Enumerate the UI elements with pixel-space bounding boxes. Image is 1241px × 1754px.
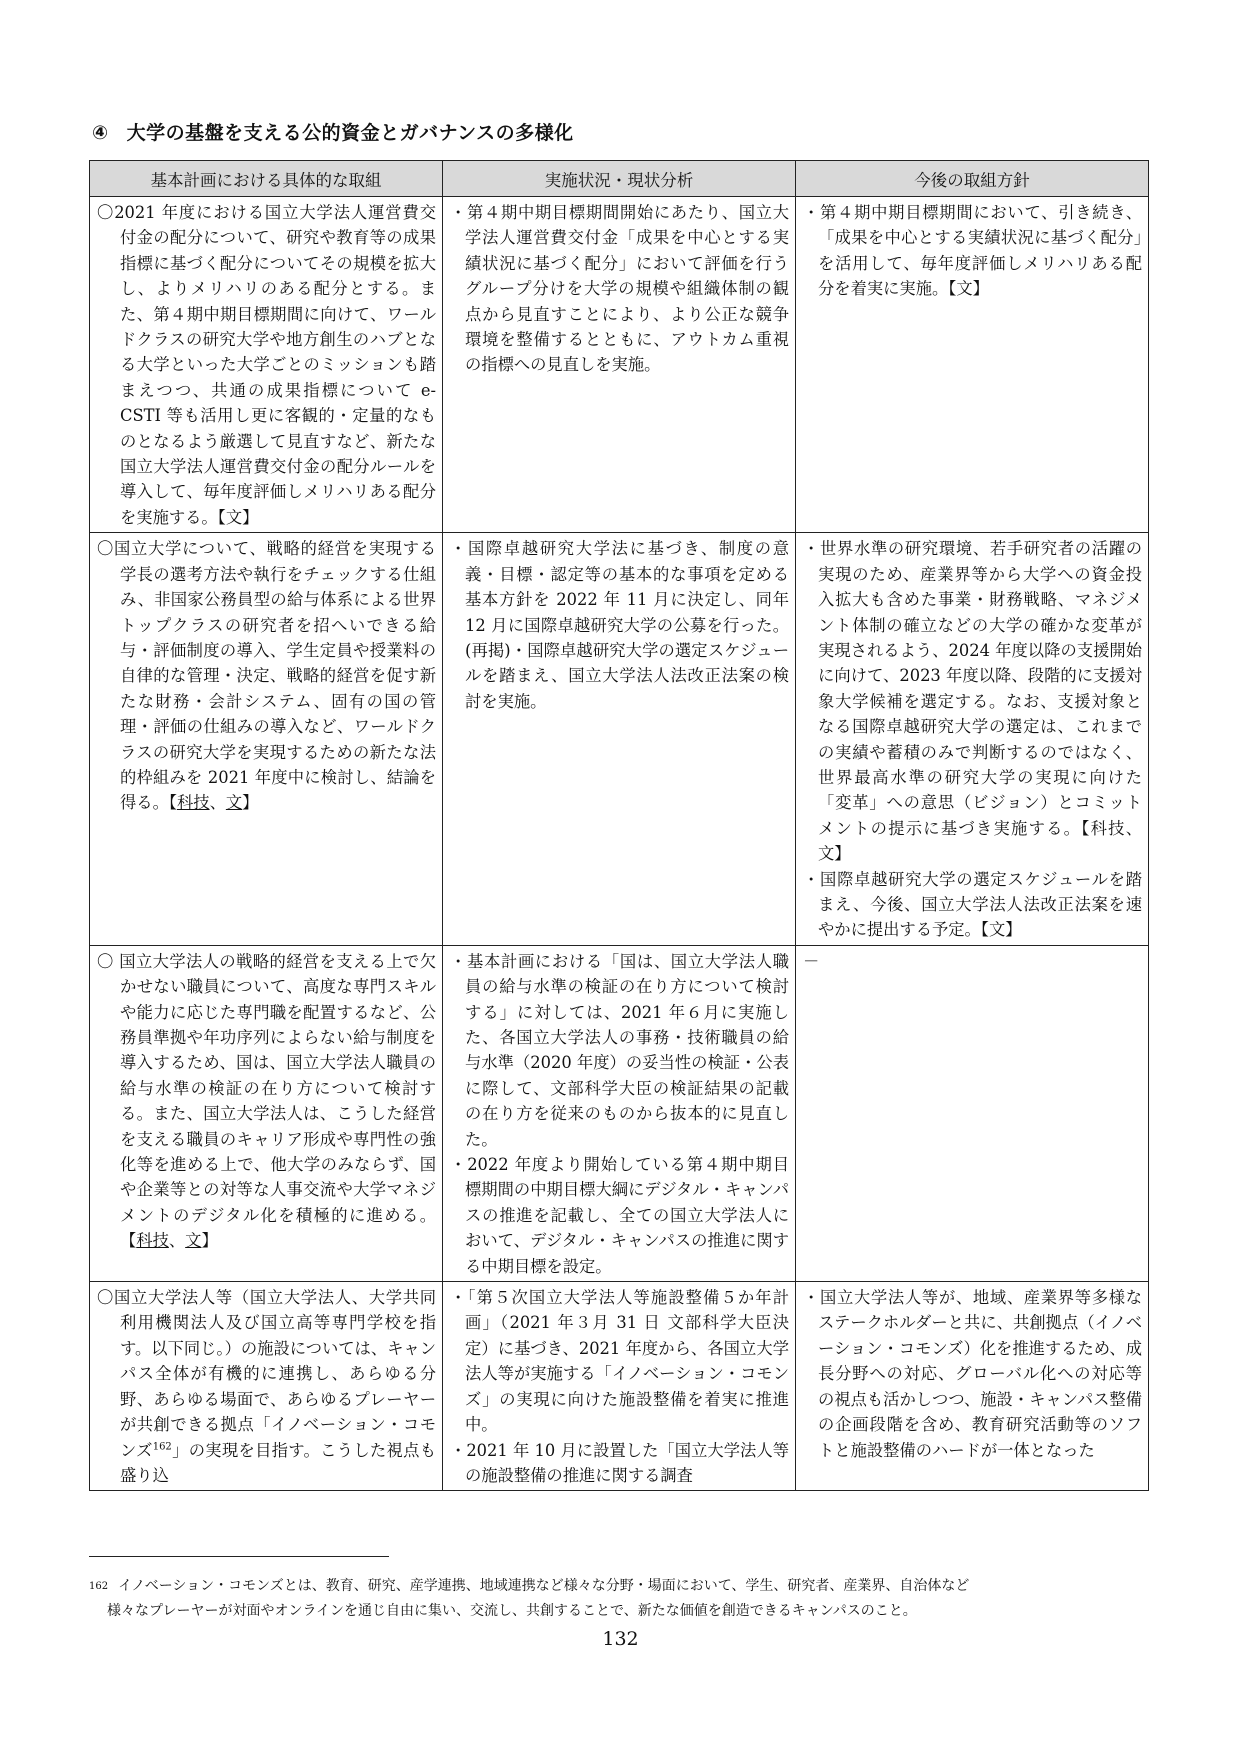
plan-cell: 〇国立大学法人等（国立大学法人、大学共同利用機関法人及び国立高等専門学校を指す。以下同じ。）の施設については、キャンパス全体が有機的に連携し、あらゆる分野、あらゆる場面で、あらゆるプレーヤーが共創できる拠点「イノベーション・コモンズ$^{162}$」の実現を目指す。こうした視点も盛り込 <box>90 1282 443 1491</box>
table-row <box>90 197 1149 533</box>
policy-cell: ・第４期中期目標期間において、引き続き、「成果を中心とする実績状況に基づく配分」を活用して、毎年度評価しメリハリある配分を着実に実施。【文】 <box>796 197 1149 533</box>
footnote-divider <box>89 1556 389 1557</box>
status-cell: ・「第５次国立大学法人等施設整備５か年計画」（2021 年３月 31 日 文部科学大臣決定）に基づき、2021 年度から、各国立大学法人等が実施する「イノベーション・コモンズ」の実現に向けた施設整備を着実に推進中。 ・2021 年 10 月に設置した「国立大学法人等の施設整備の推進に関する調査 <box>443 1282 796 1491</box>
footnote <box>89 1574 1149 1624</box>
tag-mon: 文 <box>185 1231 202 1251</box>
table-header-row <box>90 161 1149 197</box>
table-row <box>90 1282 1149 1491</box>
section-title: 大学の基盤を支える公的資金とガバナンスの多様化 <box>126 122 574 144</box>
footnote-line-2: 様々なプレーヤーが対面やオンラインを通じ自由に集い、交流し、共創することで、新たな価値を創造できるキャンパスのこと。 <box>107 1603 917 1619</box>
plan-cell: 〇 国立大学法人の戦略的経営を支える上で欠かせない職員について、高度な専門スキルや能力に応じた専門職を配置するなど、公務員準拠や年功序列によらない給与制度を導入するため、国は、国立大学法人職員の給与水準の検証の在り方について検討する。また、国立大学法人は、こうした経営を支える職員のキャリア形成や専門性の強化等を進める上で、他大学のみならず、国や企業等との対等な人事交流や大学マネジメントのデジタル化を積極的に進める。【科技、文】 <box>90 945 443 1281</box>
policy-cell: ・世界水準の研究環境、若手研究者の活躍の実現のため、産業界等から大学への資金投入拡大も含めた事業・財務戦略、マネジメント体制の確立などの大学の確かな変革が実現されるよう、2024 年度以降の支援開始に向けて、2023 年度以降、段階的に支援対象大学候補を選定する。なお、支援対象となる国際卓越研究大学の選定は、これまでの実績や蓄積のみで判断するのではなく、世界最高水準の研究大学の実現に向けた「変革」への意思（ビジョン）とコミットメントの提示に基づき実施する。【科技、文】 ・国際卓越研究大学の選定スケジュールを踏まえ、今後、国立大学法人法改正法案を速やかに提出する予定。【文】 <box>796 533 1149 946</box>
tag-mon: 文 <box>225 793 243 813</box>
status-cell: ・国際卓越研究大学法に基づき、制度の意義・目標・認定等の基本的な事項を定める基本方針を 2022 年 11 月に決定し、同年 12 月に国際卓越研究大学の公募を行った。(再掲)・国際卓越研究大学の選定スケジュールを踏まえ、国立大学法人法改正法案の検討を実施。 <box>443 533 796 946</box>
status-cell: ・第４期中期目標期間開始にあたり、国立大学法人運営費交付金「成果を中心とする実績状況に基づく配分」において評価を行うグループ分けを大学の規模や組織体制の観点から見直すことにより、より公正な競争環境を整備するとともに、アウトカム重視の指標への見直しを実施。 <box>443 197 796 533</box>
table-row <box>90 945 1149 1281</box>
tag-kagi: 科技 <box>136 1231 169 1251</box>
section-heading <box>92 118 574 145</box>
policy-cell: ・国立大学法人等が、地域、産業界等多様なステークホルダーと共に、共創拠点（イノベーション・コモンズ）化を推進するため、成長分野への対応、グローバル化への対応等の視点も活かしつつ、施設・キャンパス整備の企画段階を含め、教育研究活動等のソフトと施設整備のハードが一体となった <box>796 1282 1149 1491</box>
table-row <box>90 533 1149 946</box>
plan-cell: 〇2021 年度における国立大学法人運営費交付金の配分について、研究や教育等の成果指標に基づく配分についてその規模を拡大し、よりメリハリのある配分とする。また、第４期中期目標期間に向けて、ワールドクラスの研究大学や地方創生のハブとなる大学といった大学ごとのミッションも踏まえつつ、共通の成果指標について e-CSTI 等も活用し更に客観的・定量的なものとなるよう厳選して見直すなど、新たな国立大学法人運営費交付金の配分ルールを導入して、毎年度評価しメリハリある配分を実施する。【文】 <box>90 197 443 533</box>
footnote-ref: 162 <box>152 1441 172 1453</box>
header-plan: 基本計画における具体的な取組 <box>90 161 443 197</box>
plan-cell: 〇国立大学について、戦略的経営を実現する学長の選考方法や執行をチェックする仕組み、非国家公務員型の給与体系による世界トップクラスの研究者を招へいできる給与・評価制度の導入、学生定員や授業料の自律的な管理・決定、戦略的経営を促す新たな財務・会計システム、固有の国の管理・評価の仕組みの導入など、ワールドクラスの研究大学を実現するための新たな法的枠組みを 2021 年度中に検討し、結論を得る。【科技、文】 <box>90 533 443 946</box>
tag-kagi: 科技 <box>176 793 210 813</box>
header-policy: 今後の取組方針 <box>796 161 1149 197</box>
header-status: 実施状況・現状分析 <box>443 161 796 197</box>
page-number: 132 <box>602 1628 639 1650</box>
section-number: ④ <box>92 122 109 144</box>
footnote-line-1: イノベーション・コモンズとは、教育、研究、産学連携、地域連携など様々な分野・場面において、学生、研究者、産業界、自治体など <box>118 1578 970 1594</box>
measures-table <box>89 160 1149 1491</box>
footnote-number: 162 <box>89 1581 109 1592</box>
status-cell: ・基本計画における「国は、国立大学法人職員の給与水準の検証の在り方について検討する」に対しては、2021 年６月に実施した、各国立大学法人の事務・技術職員の給与水準（2020 年度）の妥当性の検証・公表に際して、文部科学大臣の検証結果の記載の在り方を従来のものから抜本的に見直した。 ・2022 年度より開始している第４期中期目標期間の中期目標大綱にデジタル・キャンパスの推進を記載し、全ての国立大学法人において、デジタル・キャンパスの推進に関する中期目標を設定。 <box>443 945 796 1281</box>
policy-cell: － <box>796 945 1149 1281</box>
